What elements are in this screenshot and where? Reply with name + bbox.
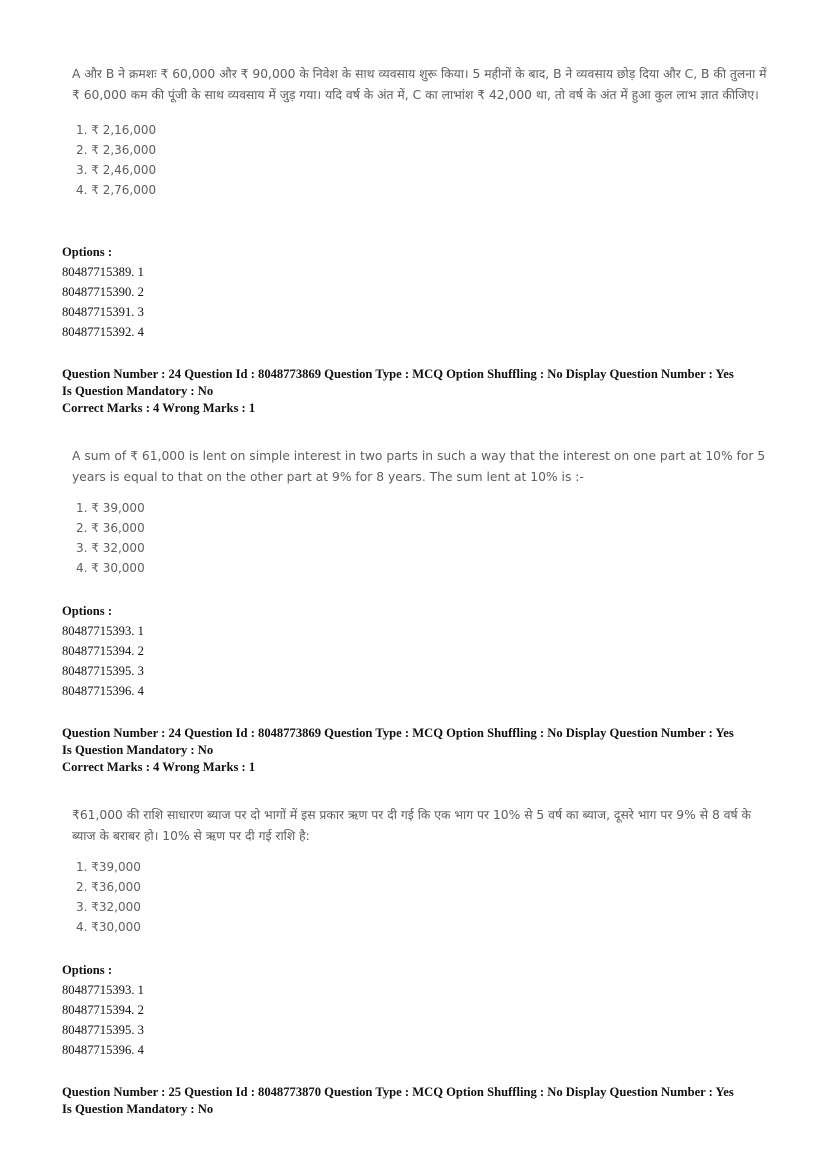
option-id-1: 80487715393. 1 [62, 624, 144, 638]
question-24-meta [62, 366, 782, 417]
question-23-box [72, 64, 778, 200]
option-id-2: 80487715394. 2 [62, 1003, 144, 1017]
option-id-3: 80487715395. 3 [62, 1023, 144, 1037]
question-23-choices [72, 120, 778, 200]
question-24-en-options [62, 601, 462, 701]
question-25-meta [62, 1084, 782, 1118]
option-id-4: 80487715396. 4 [62, 684, 144, 698]
question-mandatory: Is Question Mandatory : No [62, 1102, 214, 1116]
question-24-hi-options [62, 960, 462, 1060]
choice-3: 3. ₹ 2,46,000 [76, 163, 157, 177]
question-24-hi-choices [72, 857, 778, 937]
question-meta-line: Question Number : 24 Question Id : 8048773869 Question Type : MCQ Option Shuffling : No Display Question Number : Yes [62, 726, 734, 740]
option-id-4: 80487715392. 4 [62, 325, 144, 339]
question-24-en-choices [72, 498, 778, 578]
options-label: Options : [62, 963, 113, 977]
question-23-options [62, 242, 462, 342]
question-marks: Correct Marks : 4 Wrong Marks : 1 [62, 401, 256, 415]
choice-2: 2. ₹ 36,000 [76, 521, 145, 535]
question-23-text: A और B ने क्रमशः ₹ 60,000 और ₹ 90,000 के निवेश के साथ व्यवसाय शुरू किया। 5 महीनों के बाद, B ने व्यवसाय छोड़ दिया और C, B की तुलना में ₹ 60,000 कम की पूंजी के साथ व्यवसाय में जुड़ गया। यदि वर्ष के अंत में, C का लाभांश ₹ 42,000 था, तो वर्ष के अंत में हुआ कुल लाभ ज्ञात कीजिए। [72, 67, 767, 102]
choice-2: 2. ₹36,000 [76, 880, 141, 894]
question-24-hi-meta [62, 725, 782, 776]
choice-1: 1. ₹39,000 [76, 860, 141, 874]
choice-3: 3. ₹ 32,000 [76, 541, 145, 555]
question-24-hi-box [72, 805, 778, 937]
option-id-2: 80487715394. 2 [62, 644, 144, 658]
question-mandatory: Is Question Mandatory : No [62, 384, 214, 398]
question-marks: Correct Marks : 4 Wrong Marks : 1 [62, 760, 256, 774]
option-id-3: 80487715391. 3 [62, 305, 144, 319]
question-24-hi-text: ₹61,000 की राशि साधारण ब्याज पर दो भागों में इस प्रकार ऋण पर दी गई कि एक भाग पर 10% से 5 वर्ष का ब्याज, दूसरे भाग पर 9% से 8 वर्ष के ब्याज के बराबर हो। 10% से ऋण पर दी गई राशि है: [72, 808, 751, 843]
choice-4: 4. ₹ 30,000 [76, 561, 145, 575]
option-id-1: 80487715389. 1 [62, 265, 144, 279]
options-label: Options : [62, 245, 113, 259]
option-id-4: 80487715396. 4 [62, 1043, 144, 1057]
option-id-3: 80487715395. 3 [62, 664, 144, 678]
choice-3: 3. ₹32,000 [76, 900, 141, 914]
question-24-en-box [72, 446, 778, 578]
choice-1: 1. ₹ 39,000 [76, 501, 145, 515]
choice-2: 2. ₹ 2,36,000 [76, 143, 157, 157]
option-id-2: 80487715390. 2 [62, 285, 144, 299]
choice-4: 4. ₹ 2,76,000 [76, 183, 157, 197]
choice-1: 1. ₹ 2,16,000 [76, 123, 157, 137]
choice-4: 4. ₹30,000 [76, 920, 141, 934]
option-id-1: 80487715393. 1 [62, 983, 144, 997]
question-meta-line: Question Number : 24 Question Id : 8048773869 Question Type : MCQ Option Shuffling : No Display Question Number : Yes [62, 367, 734, 381]
options-label: Options : [62, 604, 113, 618]
question-24-en-text: A sum of ₹ 61,000 is lent on simple interest in two parts in such a way that the interest on one part at 10% for 5 years is equal to that on the other part at 9% for 8 years. The sum lent at 10% is :- [72, 449, 766, 484]
question-mandatory: Is Question Mandatory : No [62, 743, 214, 757]
question-meta-line: Question Number : 25 Question Id : 8048773870 Question Type : MCQ Option Shuffling : No Display Question Number : Yes [62, 1085, 734, 1099]
